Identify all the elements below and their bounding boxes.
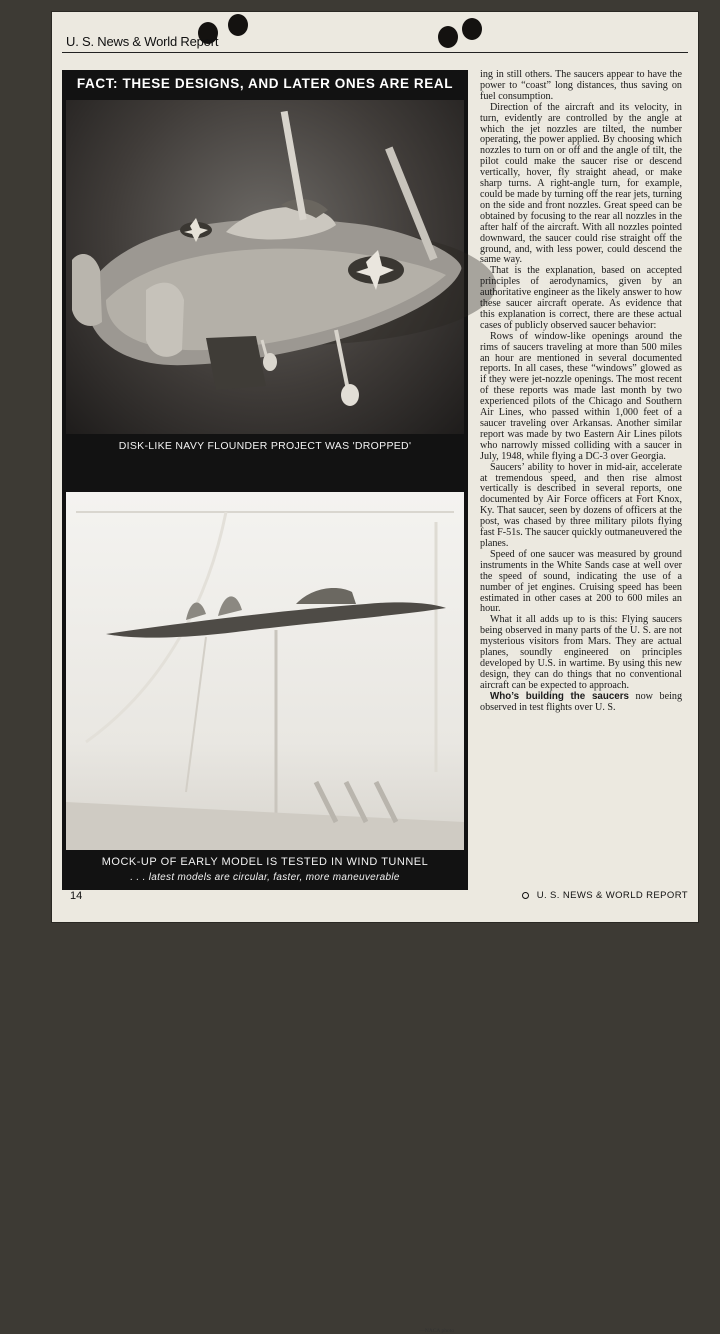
binder-hole (462, 18, 482, 40)
header-rule (62, 52, 688, 53)
page-number: 14 (70, 890, 83, 902)
footer-publication (522, 890, 688, 901)
bullet-icon (522, 892, 529, 899)
photo-caption: DISK-LIKE NAVY FLOUNDER PROJECT WAS 'DROPPED' (118, 440, 412, 452)
flounder-photo (66, 100, 464, 434)
article-paragraph: What it all adds up to is this: Flying saucers being observed in many parts of the U. S. are not mysterious visitors from Mars. They are actual planes, soundly engineered on principles developed by U.S. in wartime. By using this new design, they can do things that no conventional aircraft can be expected to approach. (480, 614, 682, 691)
article-paragraph: That is the explanation, based on accepted principles of aerodynamics, given by an authoritative engineer as the likely answer to how these saucer aircraft operate. As evidence that this explanation is correct, there are these actual cases of publicly observed saucer behavior: (480, 265, 682, 331)
article-paragraph: Rows of window-like openings around the rims of saucers traveling at more than 500 miles an hour are mentioned in several documented reports. In all cases, these “windows” glowed as if they were jet-nozzle openings. The most recent of these reports was made last month by two experienced pilots of the Chicago and Southern Air Lines, who passed within 1,000 feet of a saucer traveling over Arkansas. Another similar report was made by two Eastern Air Lines pilots who narrowly missed colliding with a saucer in July, 1948, while flying a DC-3 over Georgia. (480, 330, 682, 462)
binder-hole (438, 26, 458, 48)
photo-credit: —NACA photo (419, 1328, 454, 1334)
article-paragraph: ing in still others. The saucers appear to have the power to “coast” long distances, thus saving on fuel consumption. (480, 69, 682, 102)
publication-name: U. S. NEWS & WORLD REPORT (536, 890, 688, 901)
article-paragraph: Speed of one saucer was measured by ground instruments in the White Sands case at well over the speed of sound, indicating the use of a number of jet engines. Cruising speed has been estimated in other cases at 200 to 600 miles an hour. (480, 548, 682, 615)
paragraph-continuation: now being observed in test flights over U. S. (480, 690, 683, 713)
article-paragraph: Direction of the aircraft and its velocity, in turn, evidently are controlled by the angle at which the jet nozzles are tilted, the number operating, the power applied. By choosing which nozzles to turn on or off and the angle of tilt, the pilot could make the saucer rise or descend vertically, hover, fly straight ahead, or make sharp turns. A right-angle turn, for example, could be made by turning off the rear jets, turning on the side and front nozzles. Great speed can be obtained by focusing to the rear all nozzles in the after half of the aircraft. With all nozzles pointed downward, the saucer could rise straight off the ground, and, with less power, could descend the same way. (480, 101, 682, 266)
wind-tunnel-model-illustration (66, 492, 464, 850)
binder-hole (228, 14, 248, 36)
page-headline: FACT: THESE DESIGNS, AND LATER ONES ARE REAL (76, 76, 454, 91)
flounder-aircraft-illustration (66, 100, 464, 434)
subhead-bold: Who’s building the saucers (490, 690, 630, 702)
article-column (480, 70, 682, 713)
photo-caption: MOCK-UP OF EARLY MODEL IS TESTED IN WIND TUNNEL (101, 856, 429, 868)
article-paragraph (480, 692, 682, 714)
running-head: U. S. News & World Report (66, 34, 219, 49)
photo-subcaption: . . . latest models are circular, faster, more maneuverable (130, 872, 400, 883)
magazine-page (52, 12, 698, 1334)
article-paragraph: Saucers’ ability to hover in mid-air, accelerate at tremendous speed, and then rise almost vertically is described in several reports, one documented by Air Force officers at Fort Knox, Ky. That saucer, seen by dozens of officers at the post, was chased by three military pilots flying fast F-51s. The saucer quickly outmaneuvered the planes. (480, 461, 682, 549)
